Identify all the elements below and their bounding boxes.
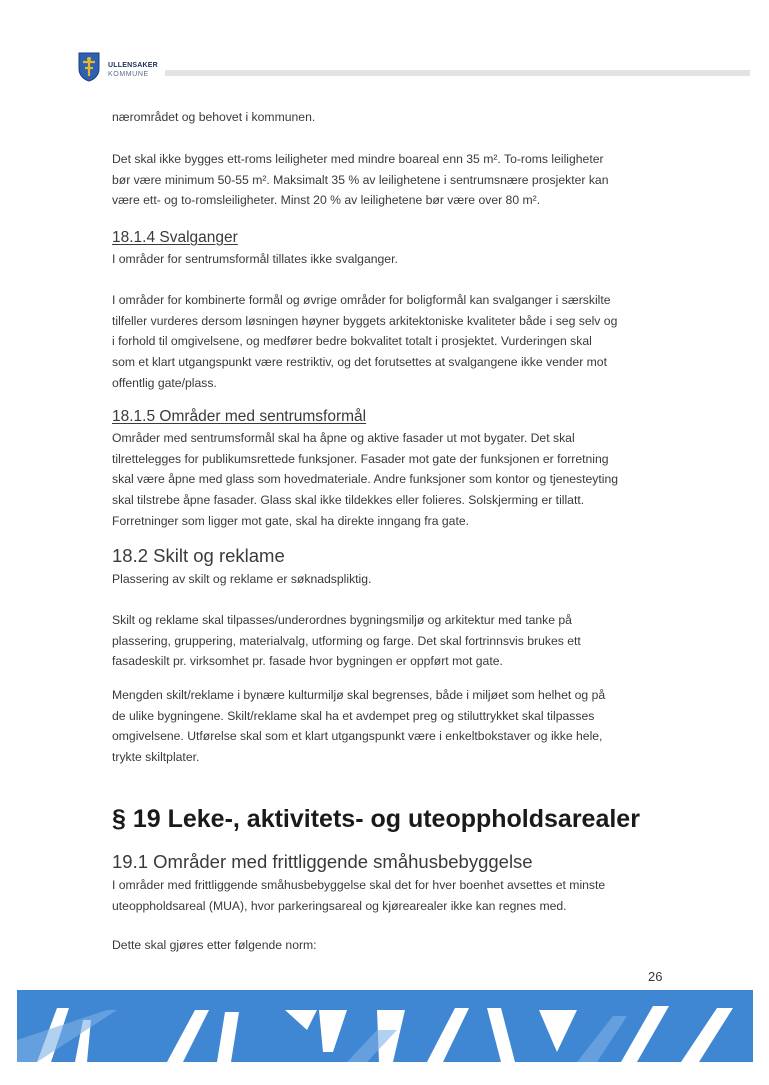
municipality-crest-icon	[78, 52, 100, 82]
text-line: trykte skiltplater.	[112, 750, 200, 765]
footer-decorative-band	[17, 990, 753, 1062]
text-line: tilfeller vurderes dersom løsningen høyner byggets arkitektoniske kvaliteter både i seg selv og	[112, 313, 618, 328]
heading-19-1: 19.1 Områder med frittliggende småhusbebyggelse	[112, 851, 533, 872]
paragraph	[112, 935, 317, 956]
paragraph-kulturmiljo	[112, 685, 605, 768]
text-line: I områder for kombinerte formål og øvrige områder for boligformål kan svalganger i særskilte	[112, 293, 611, 307]
org-name: ULLENSAKER	[108, 62, 158, 69]
text-line: plassering, gruppering, materialvalg, utforming og farge. Det skal fortrinnsvis brukes ett	[112, 633, 581, 648]
heading-18-1-5: 18.1.5 Områder med sentrumsformål	[112, 408, 367, 425]
text-line: de ulike bygningene. Skilt/reklame skal ha et avdempet preg og stiluttrykket skal tilpasses	[112, 708, 595, 723]
paragraph-mua	[112, 875, 605, 916]
text-line: fasadeskilt pr. virksomhet pr. fasade hvor bygningen er oppført mot gate.	[112, 654, 503, 669]
text-line: tilrettelegges for publikumsrettede funksjoner. Fasader mot gate der funksjonen er forretning	[112, 451, 609, 466]
text-line: Skilt og reklame skal tilpasses/underordnes bygningsmiljø og arkitektur med tanke på	[112, 613, 572, 627]
text-line: uteoppholdsareal (MUA), hvor parkeringsareal og kjørearealer ikke kan regnes med.	[112, 898, 567, 913]
text-line: offentlig gate/plass.	[112, 375, 217, 390]
text-line: Mengden skilt/reklame i bynære kulturmiljø skal begrenses, både i miljøet som helhet og på	[112, 688, 606, 702]
text-line: som et klart utgangspunkt være restriktiv, og det forutsettes at svalgangene ikke vender mot	[112, 355, 607, 370]
text-line: i forhold til omgivelsene, og medfører bedre bokvalitet totalt i prosjektet. Vurderingen skal	[112, 334, 592, 349]
text-line: Forretninger som ligger mot gate, skal ha direkte inngang fra gate.	[112, 513, 470, 528]
text-line: skal være åpne med glass som hovedmateriale. Andre funksjoner som kontor og tjenesteyting	[112, 472, 619, 487]
paragraph-apartment-size	[112, 149, 608, 211]
text-line: Dette skal gjøres etter følgende norm:	[112, 938, 317, 952]
text-line: I områder med frittliggende småhusbebyggelse skal det for hver boenhet avsettes et minste	[112, 878, 606, 892]
text-line: være ett- og to-romsleiligheter. Minst 20 % av leilighetene bør være over 80 m².	[112, 193, 541, 208]
text-line: nærområdet og behovet i kommunen.	[112, 110, 316, 124]
header-rule	[165, 70, 750, 76]
text-line: I områder for sentrumsformål tillates ikke svalganger.	[112, 252, 398, 266]
text-line: skal tilstrebe åpne fasader. Glass skal ikke tildekkes eller folieres. Solskjerming er tillatt.	[112, 493, 585, 508]
municipality-name	[108, 62, 158, 78]
text-line: Områder med sentrumsformål skal ha åpne og aktive fasader ut mot bygater. Det skal	[112, 431, 575, 445]
paragraph	[112, 569, 371, 590]
org-subtitle: KOMMUNE	[108, 71, 149, 78]
heading-18-2: 18.2 Skilt og reklame	[112, 545, 285, 566]
text-line: omgivelsene. Utførelse skal som et klart utgangspunkt være i enkeltbokstaver og ikke hele,	[112, 729, 603, 744]
heading-section-19: § 19 Leke-, aktivitets- og uteoppholdsarealer	[112, 805, 640, 833]
text-line: Plassering av skilt og reklame er søknadspliktig.	[112, 572, 372, 586]
paragraph-svalganger	[112, 290, 617, 394]
page-number: 26	[648, 969, 663, 984]
text-line: bør være minimum 50-55 m². Maksimalt 35 % av leilighetene i sentrumsnære prosjekter kan	[112, 172, 609, 187]
paragraph-sentrumsformal	[112, 428, 618, 532]
text-line: Det skal ikke bygges ett-roms leiligheter med mindre boareal enn 35 m². To-roms leiligheter	[112, 152, 604, 166]
heading-18-1-4: 18.1.4 Svalganger	[112, 229, 238, 246]
paragraph-skilt	[112, 610, 581, 672]
paragraph	[112, 249, 398, 270]
paragraph	[112, 107, 315, 128]
